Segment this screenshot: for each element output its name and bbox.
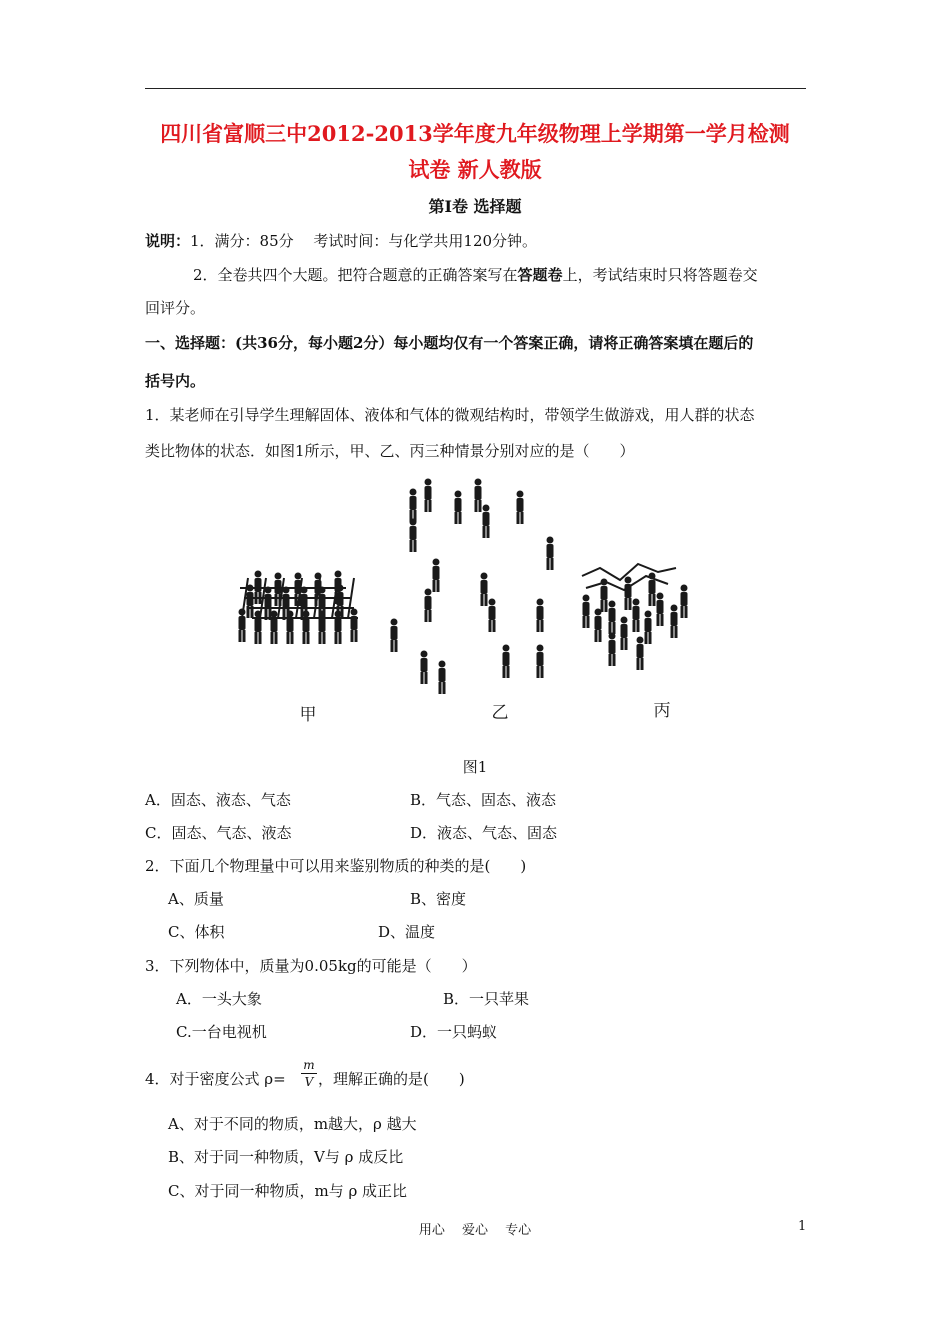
q3-option-a: A．一头大象 bbox=[176, 990, 262, 1008]
q4-stem-post: ，理解正确的是( ) bbox=[318, 1070, 465, 1088]
q1-stem-line-2: 类比物体的状态．如图1所示，甲、乙、丙三种情景分别对应的是（ ） bbox=[145, 442, 635, 460]
footer-motto: 用心 爱心 专心 bbox=[418, 1223, 532, 1238]
crowd-states-figure bbox=[228, 468, 708, 738]
q4-stem-pre: 4．对于密度公式 ρ= bbox=[145, 1070, 286, 1088]
figure-label-bing: 丙 bbox=[653, 701, 671, 720]
q4-option-b: B、对于同一种物质，V与 ρ 成反比 bbox=[168, 1148, 404, 1166]
header-rule bbox=[145, 88, 806, 89]
notes-item-2-bold: 答题卷 bbox=[517, 266, 563, 284]
part1-heading-1: 一、选择题：(共36分，每小题2分）每小题均仅有一个答案正确，请将正确答案填在题后的 bbox=[145, 334, 754, 352]
figure-caption: 图1 bbox=[462, 758, 488, 776]
notes-label: 说明： bbox=[145, 232, 191, 250]
fraction-numerator: m bbox=[303, 1058, 315, 1072]
q3-stem: 3．下列物体中，质量为0.05kg的可能是（ ） bbox=[145, 957, 477, 975]
q2-option-a: A、质量 bbox=[168, 890, 224, 908]
title-line-1: 四川省富顺三中2012-2013学年度九年级物理上学期第一学月检测 bbox=[160, 121, 790, 146]
notes-item-2-post: 上，考试结束时只将答题卷交 bbox=[562, 266, 758, 284]
page-number: 1 bbox=[798, 1219, 807, 1234]
title-line-2: 试卷 新人教版 bbox=[408, 157, 542, 182]
notes-item-2-pre: 2．全卷共四个大题。把符合题意的正确答案写在 bbox=[193, 266, 518, 284]
figure-label-jia: 甲 bbox=[299, 705, 317, 724]
q1-option-c: C．固态、气态、液态 bbox=[145, 824, 292, 842]
q4-option-c: C、对于同一种物质，m与 ρ 成正比 bbox=[168, 1182, 408, 1200]
figure-solid-grid bbox=[239, 571, 359, 645]
q4-option-a: A、对于不同的物质，m越大，ρ 越大 bbox=[168, 1115, 417, 1133]
q3-option-c: C.一台电视机 bbox=[176, 1023, 267, 1041]
figure-liquid-cluster bbox=[582, 564, 688, 670]
q1-stem-line-1: 1．某老师在引导学生理解固体、液体和气体的微观结构时，带领学生做游戏，用人群的状态 bbox=[145, 406, 755, 424]
fraction-bar bbox=[301, 1073, 317, 1074]
q2-option-d: D、温度 bbox=[378, 923, 436, 941]
section-title: 第Ⅰ卷 选择题 bbox=[428, 197, 522, 216]
q2-option-b: B、密度 bbox=[410, 890, 467, 908]
q1-option-a: A．固态、液态、气态 bbox=[145, 791, 291, 809]
figure-label-yi: 乙 bbox=[491, 703, 509, 722]
part1-heading-2: 括号内。 bbox=[145, 372, 206, 390]
q2-stem: 2．下面几个物理量中可以用来鉴别物质的种类的是( ) bbox=[145, 857, 527, 875]
notes-item-1: 1．满分：85分 考试时间：与化学共用120分钟。 bbox=[190, 232, 538, 250]
notes-line-2 bbox=[193, 264, 758, 285]
density-fraction bbox=[301, 1058, 317, 1089]
notes-line-1 bbox=[145, 230, 537, 251]
q1-option-d: D．液态、气态、固态 bbox=[410, 824, 558, 842]
q3-option-b: B．一只苹果 bbox=[443, 990, 530, 1008]
fraction-denominator: V bbox=[304, 1075, 314, 1089]
notes-line-3: 回评分。 bbox=[145, 299, 206, 317]
q2-option-c: C、体积 bbox=[168, 923, 225, 941]
q1-option-b: B．气态、固态、液态 bbox=[410, 791, 557, 809]
q3-option-d: D．一只蚂蚁 bbox=[410, 1023, 498, 1041]
figure-gas-scatter bbox=[391, 479, 554, 695]
